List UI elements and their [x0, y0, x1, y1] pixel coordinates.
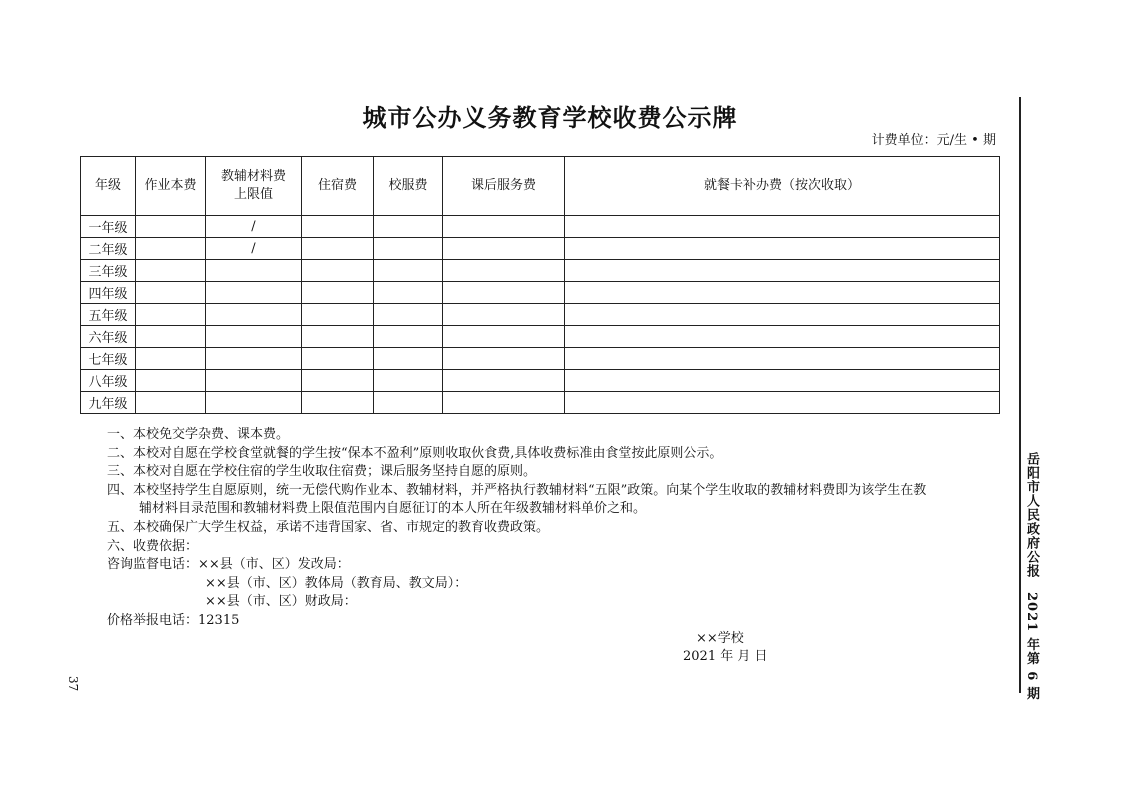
note-2: 二、本校对自愿在学校食堂就餐的学生按“保本不盈利”原则收取伙食费,具体收费标准由食堂按此原则公示。	[107, 445, 723, 461]
fee-cell	[443, 326, 565, 348]
fee-cell	[443, 238, 565, 260]
note-1: 一、本校免交学杂费、课本费。	[107, 427, 290, 442]
fee-cell	[374, 348, 443, 370]
fee-cell	[565, 238, 1000, 260]
signature-school: ××学校	[696, 631, 744, 646]
materials-cell	[206, 348, 302, 370]
header-accommodation-fee: 住宿费	[302, 157, 374, 216]
grade-cell: 八年级	[81, 370, 136, 392]
fee-cell	[443, 282, 565, 304]
fee-cell	[374, 392, 443, 414]
fee-cell	[136, 238, 206, 260]
fee-cell	[374, 260, 443, 282]
margin-divider	[1019, 97, 1021, 693]
header-grade: 年级	[81, 157, 136, 216]
note-3: 三、本校对自愿在学校住宿的学生收取住宿费；课后服务坚持自愿的原则。	[107, 464, 537, 480]
fee-cell	[374, 370, 443, 392]
table-row	[81, 348, 1000, 370]
fee-cell	[443, 216, 565, 238]
header-homework-book-fee: 作业本费	[136, 157, 206, 216]
fee-cell	[443, 260, 565, 282]
fee-table	[80, 156, 1000, 414]
header-uniform-fee: 校服费	[374, 157, 443, 216]
fee-cell	[302, 260, 374, 282]
fee-cell	[374, 282, 443, 304]
fee-cell	[302, 282, 374, 304]
table-row	[81, 392, 1000, 414]
materials-cell: /	[206, 238, 302, 260]
consult-phone: 咨询监督电话：××县（市、区）发改局：	[107, 557, 350, 573]
notes-section	[107, 426, 1007, 631]
table-row	[81, 326, 1000, 348]
table-header-row	[81, 157, 1000, 216]
price-report-phone: 价格举报电话：12315	[107, 612, 240, 628]
header-teaching-material-line1: 教辅材料费	[220, 169, 286, 184]
header-teaching-material-fee	[206, 157, 302, 216]
fee-cell	[443, 304, 565, 326]
fee-cell	[136, 370, 206, 392]
page-number: 37	[66, 676, 80, 692]
fee-cell	[565, 348, 1000, 370]
fee-cell	[565, 392, 1000, 414]
page-title: 城市公办义务教育学校收费公示牌	[362, 103, 738, 132]
fee-cell	[565, 304, 1000, 326]
fee-cell	[565, 326, 1000, 348]
fee-cell	[374, 216, 443, 238]
grade-cell: 七年级	[81, 348, 136, 370]
consult-phone-finance: ××县（市、区）财政局：	[205, 594, 357, 610]
fee-cell	[302, 216, 374, 238]
header-teaching-material-line2: 上限值	[233, 187, 273, 202]
fee-unit-label: 计费单位：元/生 • 期	[871, 133, 996, 148]
table-row	[81, 304, 1000, 326]
note-6: 六、收费依据：	[107, 538, 199, 554]
fee-cell	[136, 260, 206, 282]
consult-phone-education: ××县（市、区）教体局（教育局、教文局）：	[205, 575, 468, 591]
fee-cell	[136, 326, 206, 348]
fee-cell	[565, 216, 1000, 238]
fee-cell	[443, 370, 565, 392]
fee-cell	[302, 304, 374, 326]
note-4-continued: 辅材料目录范围和教辅材料费上限值范围内自愿征订的本人所在年级教辅材料单价之和。	[139, 501, 647, 517]
fee-cell	[565, 260, 1000, 282]
signature-date: 2021 年 月 日	[683, 649, 768, 664]
grade-cell: 一年级	[81, 216, 136, 238]
grade-cell: 四年级	[81, 282, 136, 304]
materials-cell: /	[206, 216, 302, 238]
header-meal-card-fee: 就餐卡补办费（按次收取）	[565, 157, 1000, 216]
fee-cell	[374, 238, 443, 260]
fee-cell	[302, 392, 374, 414]
fee-cell	[136, 348, 206, 370]
table-row	[81, 282, 1000, 304]
grade-cell: 五年级	[81, 304, 136, 326]
fee-cell	[565, 370, 1000, 392]
materials-cell	[206, 304, 302, 326]
grade-cell: 二年级	[81, 238, 136, 260]
fee-cell	[136, 304, 206, 326]
fee-cell	[136, 216, 206, 238]
note-5: 五、本校确保广大学生权益，承诺不违背国家、省、市规定的教育收费政策。	[107, 519, 550, 535]
table-row	[81, 260, 1000, 282]
fee-cell	[302, 370, 374, 392]
materials-cell	[206, 282, 302, 304]
fee-cell	[565, 282, 1000, 304]
fee-cell	[302, 238, 374, 260]
header-after-school-fee: 课后服务费	[443, 157, 565, 216]
fee-cell	[302, 326, 374, 348]
fee-cell	[443, 348, 565, 370]
fee-cell	[443, 392, 565, 414]
table-row	[81, 370, 1000, 392]
grade-cell: 三年级	[81, 260, 136, 282]
fee-cell	[302, 348, 374, 370]
note-4: 四、本校坚持学生自愿原则，统一无偿代购作业本、教辅材料，并严格执行教辅材料“五限”政策。向某个学生收取的教辅材料费即为该学生在教	[107, 482, 927, 498]
fee-cell	[136, 392, 206, 414]
materials-cell	[206, 370, 302, 392]
fee-cell	[374, 304, 443, 326]
grade-cell: 六年级	[81, 326, 136, 348]
materials-cell	[206, 260, 302, 282]
table-row	[81, 238, 1000, 260]
fee-cell	[136, 282, 206, 304]
fee-cell	[374, 326, 443, 348]
table-row	[81, 216, 1000, 238]
grade-cell: 九年级	[81, 392, 136, 414]
journal-name: 岳阳市人民政府公报 2021 年第 6 期	[1024, 452, 1039, 701]
materials-cell	[206, 392, 302, 414]
materials-cell	[206, 326, 302, 348]
